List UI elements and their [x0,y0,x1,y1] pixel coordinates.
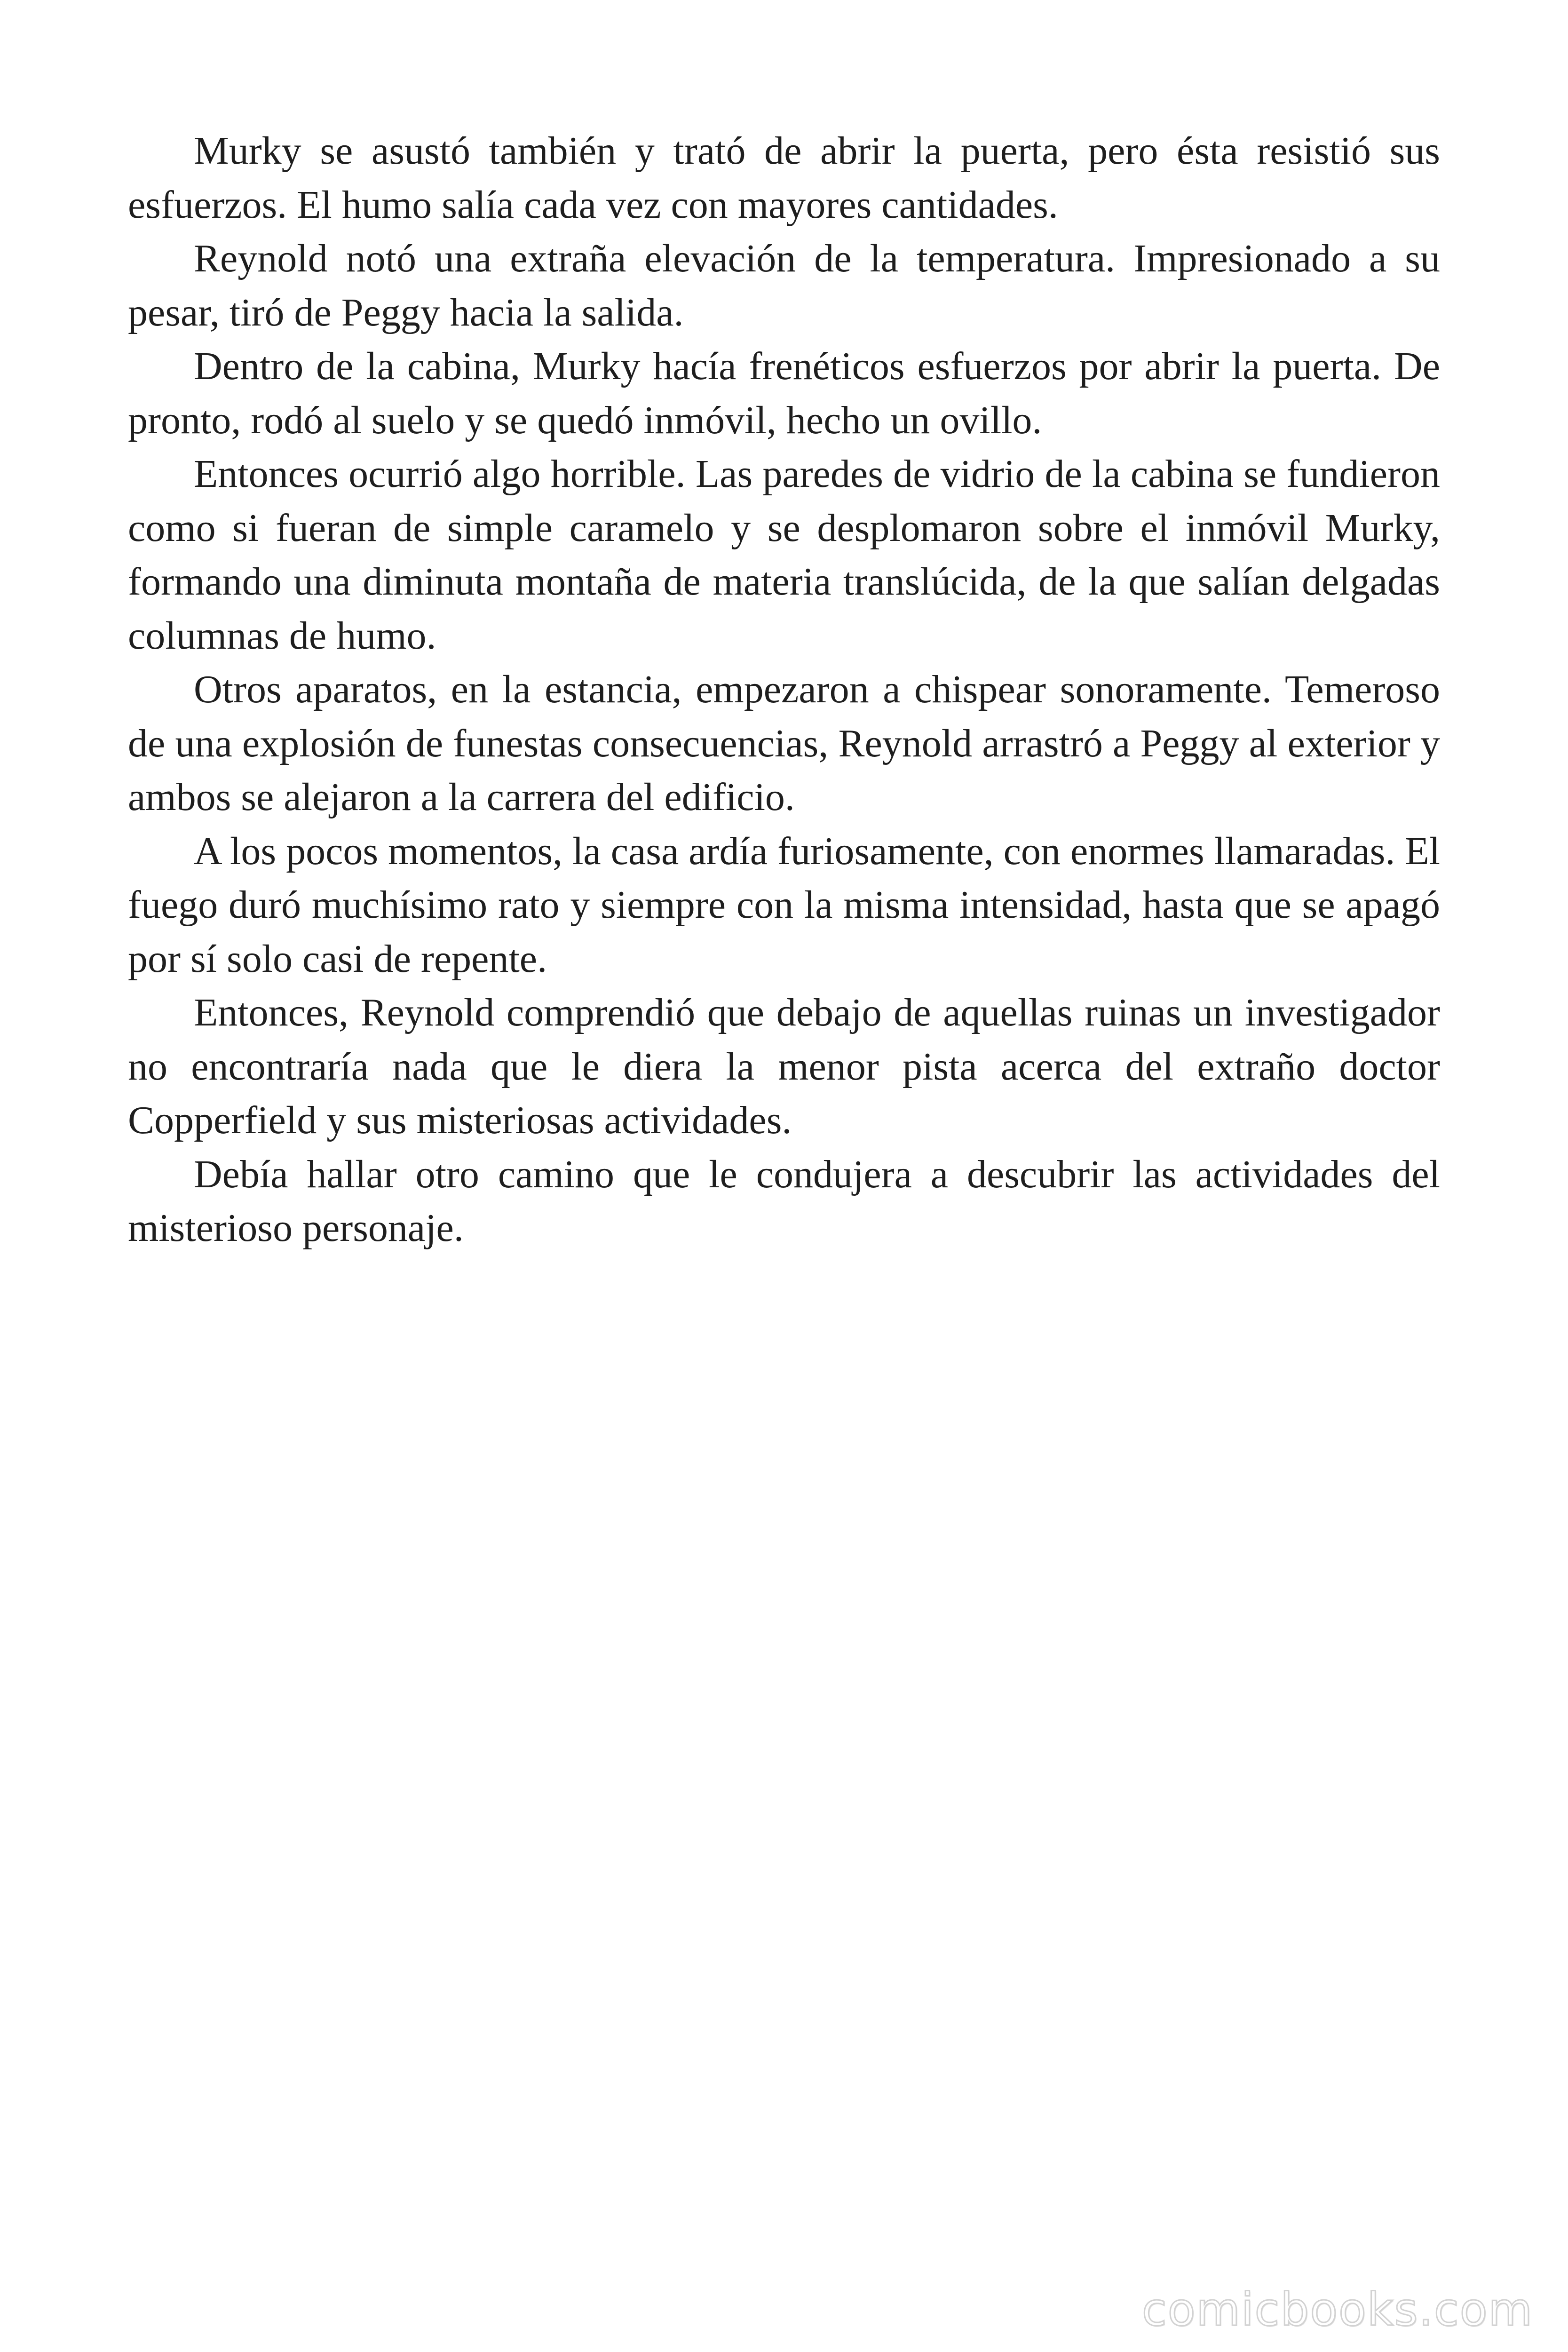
paragraph: Debía hallar otro camino que le condujera a descubrir las actividades del misterioso personaje. [128,1152,1440,1250]
paragraph: Reynold notó una extraña elevación de la temperatura. Impresionado a su pesar, tiró de Peggy hacia la salida. [128,237,1440,334]
paragraph: Otros aparatos, en la estancia, empezaron a chispear sonoramente. Temeroso de una explosión de funestas consecuencias, Reynold arrastró a Peggy al exterior y ambos se alejaron a la carrera del edificio. [128,667,1440,819]
paragraph: Dentro de la cabina, Murky hacía frenéticos esfuerzos por abrir la puerta. De pronto, rodó al suelo y se quedó inmóvil, hecho un ovillo. [128,344,1440,442]
paragraph: Entonces ocurrió algo horrible. Las paredes de vidrio de la cabina se fundieron como si fueran de simple caramelo y se desplomaron sobre el inmóvil Murky, formando una diminuta montaña de materia translúcida, de la que salían delgadas columnas de humo. [128,452,1440,658]
paragraph: A los pocos momentos, la casa ardía furiosamente, con enormes llamaradas. El fuego duró muchísimo rato y siempre con la misma intensidad, hasta que se apagó por sí solo casi de repente. [128,829,1440,981]
paragraph: Entonces, Reynold comprendió que debajo de aquellas ruinas un investigador no encontraría nada que le diera la menor pista acerca del extraño doctor Copperfield y sus misteriosas actividades. [128,991,1440,1142]
watermark: comicbooks.com [1141,2283,1533,2336]
body-text [128,124,1440,1255]
paragraph: Murky se asustó también y trató de abrir la puerta, pero ésta resistió sus esfuerzos. El humo salía cada vez con mayores cantidades. [128,129,1440,227]
